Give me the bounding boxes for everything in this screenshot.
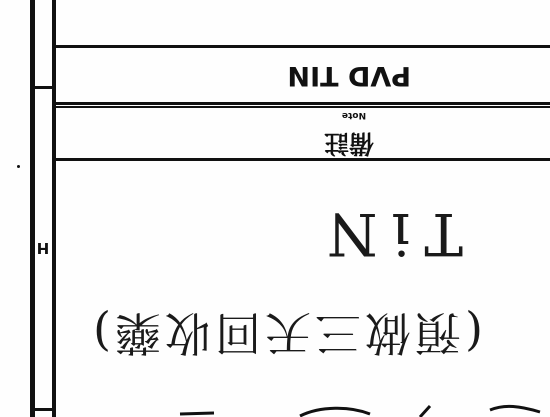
row-marker: H (36, 239, 50, 257)
left-border-outer (30, 0, 35, 417)
cell-value-text: PVD TIN (287, 60, 411, 91)
left-border-inner (52, 0, 56, 417)
table-row-rule (56, 106, 550, 108)
left-column-tick (35, 86, 53, 89)
remark-label: 備註 (324, 129, 375, 158)
handwritten-line-2: (預做三天回收藥) (89, 306, 483, 360)
left-column-tick (35, 408, 53, 411)
table-row-rule (56, 102, 550, 105)
remark-label-en: Note (341, 110, 367, 120)
scan-speck (17, 165, 20, 168)
handwritten-line-1: TiN (313, 200, 463, 268)
cut-off-handwriting-strokes (170, 400, 550, 417)
table-row-rule (56, 45, 550, 48)
table-row-rule (56, 158, 550, 161)
